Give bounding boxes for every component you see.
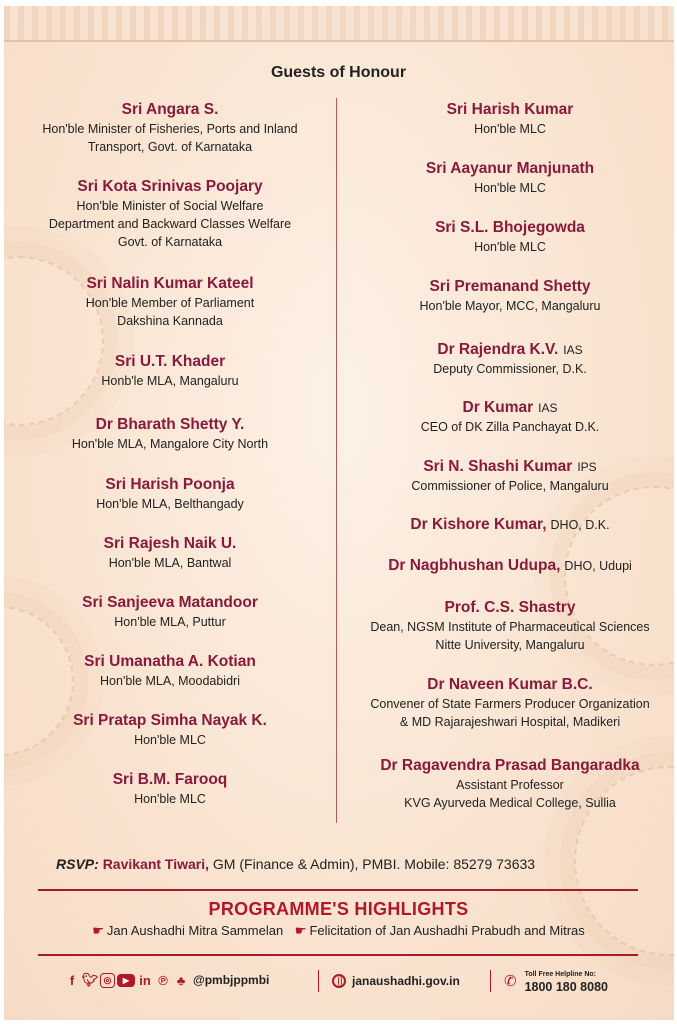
guest-entry (20, 711, 320, 749)
guest-designation: Govt. of Karnataka (117, 235, 223, 249)
guest-name-text: Dr Bharath Shetty Y. (95, 416, 245, 433)
guest-designation: Hon'ble MLC (474, 181, 546, 195)
column-divider (336, 98, 337, 823)
guest-name (20, 534, 320, 554)
programme-title: PROGRAMME'S HIGHLIGHTS (208, 899, 469, 919)
top-border-line (4, 40, 674, 42)
guest-designation: Deputy Commissioner, D.K. (433, 362, 587, 376)
guest-name-text: Dr Nagbhushan Udupa, (388, 557, 561, 574)
guest-designation: Hon'ble MLA, Puttur (114, 615, 226, 629)
guest-name-text: Sri Premanand Shetty (429, 278, 591, 295)
guest-entry (350, 556, 670, 576)
guest-name-text: Sri Nalin Kumar Kateel (86, 275, 254, 292)
guest-name-text: Dr Naveen Kumar B.C. (427, 676, 593, 693)
guest-designation: Hon'ble MLC (134, 792, 206, 806)
guest-name-text: Dr Kumar (462, 399, 534, 416)
guest-name-text: Sri N. Shashi Kumar (423, 458, 573, 475)
guest-name (350, 556, 670, 576)
guest-designation: KVG Ayurveda Medical College, Sullia (404, 796, 616, 810)
guest-designation: Hon'ble MLA, Moodabidri (100, 674, 240, 688)
helpline-number: 1800 180 8080 (524, 980, 608, 994)
guest-name (20, 415, 320, 435)
social-icons (64, 972, 269, 988)
koo-icon[interactable]: ♣ (176, 972, 186, 988)
guest-entry (350, 277, 670, 315)
pinterest-icon[interactable]: ℗ (158, 972, 168, 988)
guest-entry (20, 593, 320, 631)
globe-icon (332, 974, 346, 988)
guest-designation: Convener of State Farmers Producer Organization (370, 697, 650, 711)
guest-name-text: Sri Angara S. (121, 101, 219, 118)
guest-designation: Nitte University, Mangaluru (435, 638, 585, 652)
guest-entry (350, 159, 670, 197)
guest-designation: Hon'ble MLC (134, 733, 206, 747)
guest-designation: DHO, Udupi (564, 559, 632, 573)
guest-name-text: Sri Rajesh Naik U. (103, 535, 237, 552)
guest-designation: Hon'ble Minister of Fisheries, Ports and Inland (42, 122, 298, 136)
section-heading: Guests of Honour (270, 64, 407, 81)
guest-name (350, 598, 670, 618)
guest-designation: Hon'ble MLA, Mangalore City North (71, 437, 269, 451)
guest-name-text: Dr Kishore Kumar, (410, 516, 547, 533)
guest-entry (20, 475, 320, 513)
social-handle[interactable]: @pmbjppmbi (193, 973, 270, 987)
guest-designation: Dakshina Kannada (117, 314, 223, 328)
guest-name-text: Dr Rajendra K.V. (437, 341, 559, 358)
guest-name (350, 756, 670, 776)
guest-designation: Hon'ble MLA, Belthangady (96, 497, 244, 511)
guest-entry (20, 177, 320, 251)
guest-name (350, 100, 670, 120)
guest-designation: Dean, NGSM Institute of Pharmaceutical Sciences (370, 620, 650, 634)
guest-name (350, 457, 670, 477)
phone-icon: ✆ (504, 973, 517, 990)
highlight-text: Jan Aushadhi Mitra Sammelan (106, 923, 284, 938)
pointing-hand-icon: ☛ (92, 923, 104, 938)
guest-designation: Transport, Govt. of Karnataka (87, 140, 253, 154)
linkedin-icon[interactable]: in (139, 972, 151, 988)
guest-name (350, 515, 670, 535)
highlight-item (295, 923, 585, 939)
helpline (504, 968, 608, 994)
guest-designation: Hon'ble Minister of Social Welfare (76, 199, 264, 213)
guest-name-text: Sri Aayanur Manjunath (425, 160, 595, 177)
guest-entry (20, 352, 320, 390)
guest-designation: Hon'ble MLA, Bantwal (108, 556, 232, 570)
guest-name (20, 770, 320, 790)
guest-entry (20, 415, 320, 453)
guest-service-suffix: IAS (538, 401, 558, 415)
guest-service-suffix: IAS (563, 343, 583, 357)
guest-name-text: Sri B.M. Farooq (112, 771, 228, 788)
guest-name (20, 593, 320, 613)
guest-name-text: Sri Harish Kumar (446, 101, 574, 118)
facebook-icon[interactable]: f (69, 972, 75, 988)
guest-name (20, 711, 320, 731)
guest-name (20, 100, 320, 120)
guest-name-text: Sri Pratap Simha Nayak K. (73, 712, 267, 729)
guest-entry (350, 515, 670, 535)
guest-entry (20, 274, 320, 330)
guest-entry (350, 398, 670, 436)
guest-name (20, 475, 320, 495)
guest-name (350, 340, 670, 360)
guest-designation: & MD Rajarajeshwari Hospital, Madikeri (399, 715, 621, 729)
helpline-label: Toll Free Helpline No: (524, 971, 597, 978)
guest-entry (350, 100, 670, 138)
guest-entry (20, 534, 320, 572)
guest-name (350, 398, 670, 418)
decorative-top-border (4, 6, 674, 40)
website-text[interactable]: janaushadhi.gov.in (352, 974, 460, 988)
youtube-icon[interactable]: ▶ (117, 974, 135, 987)
footer-separator (490, 970, 491, 992)
guest-entry (350, 598, 670, 654)
guest-entry (20, 770, 320, 808)
guest-name (20, 352, 320, 372)
rsvp-line (56, 856, 535, 872)
guest-designation: Hon'ble MLC (474, 240, 546, 254)
programme-highlights (0, 923, 677, 939)
highlight-item (92, 923, 283, 939)
guest-name (350, 159, 670, 179)
footer (64, 968, 624, 998)
guest-name (20, 274, 320, 294)
guest-designation: CEO of DK Zilla Panchayat D.K. (420, 420, 600, 434)
guest-designation: Department and Backward Classes Welfare (48, 217, 292, 231)
guest-name-text: Sri Harish Poonja (105, 476, 235, 493)
footer-separator (318, 970, 319, 992)
guest-entry (350, 675, 670, 731)
guest-name-text: Sri Umanatha A. Kotian (84, 653, 256, 670)
guest-entry (20, 100, 320, 156)
guest-name-text: Sri Kota Srinivas Poojary (77, 178, 263, 195)
guest-entry (350, 457, 670, 495)
website-link[interactable] (332, 974, 460, 988)
guest-designation: Hon'ble Member of Parliament (85, 296, 255, 310)
guest-name (20, 652, 320, 672)
rsvp-details: GM (Finance & Admin), PMBI. Mobile: 85279 73633 (212, 856, 536, 872)
rsvp-label: RSVP: (56, 856, 99, 872)
rsvp-name: Ravikant Tiwari, (102, 856, 210, 872)
twitter-icon[interactable]: 🐦︎ (81, 972, 99, 987)
guest-designation: Honb'le MLA, Mangaluru (101, 374, 239, 388)
divider-line (38, 954, 638, 956)
guest-designation: DHO, D.K. (550, 518, 610, 532)
guest-entry (350, 218, 670, 256)
guest-designation: Assistant Professor (456, 778, 564, 792)
pointing-hand-icon: ☛ (294, 923, 307, 938)
guest-name-text: Sri S.L. Bhojegowda (435, 219, 585, 236)
guest-entry (20, 652, 320, 690)
guest-entry (350, 340, 670, 378)
instagram-icon[interactable]: ◎ (100, 973, 115, 988)
guest-name (350, 277, 670, 297)
guest-entry (350, 756, 670, 812)
guest-designation: Commissioner of Police, Mangaluru (411, 479, 609, 493)
guest-designation: Hon'ble Mayor, MCC, Mangaluru (419, 299, 601, 313)
guest-name (350, 218, 670, 238)
guest-service-suffix: IPS (577, 460, 597, 474)
highlight-text: Felicitation of Jan Aushadhi Prabudh and Mitras (309, 923, 585, 938)
guest-name-text: Sri Sanjeeva Matandoor (82, 594, 258, 611)
guest-name-text: Prof. C.S. Shastry (444, 599, 576, 616)
guest-name (350, 675, 670, 695)
divider-line (38, 889, 638, 891)
guest-designation: Hon'ble MLC (474, 122, 546, 136)
guest-name (20, 177, 320, 197)
guest-name-text: Dr Ragavendra Prasad Bangaradka (380, 757, 640, 774)
guest-name-text: Sri U.T. Khader (114, 353, 226, 370)
